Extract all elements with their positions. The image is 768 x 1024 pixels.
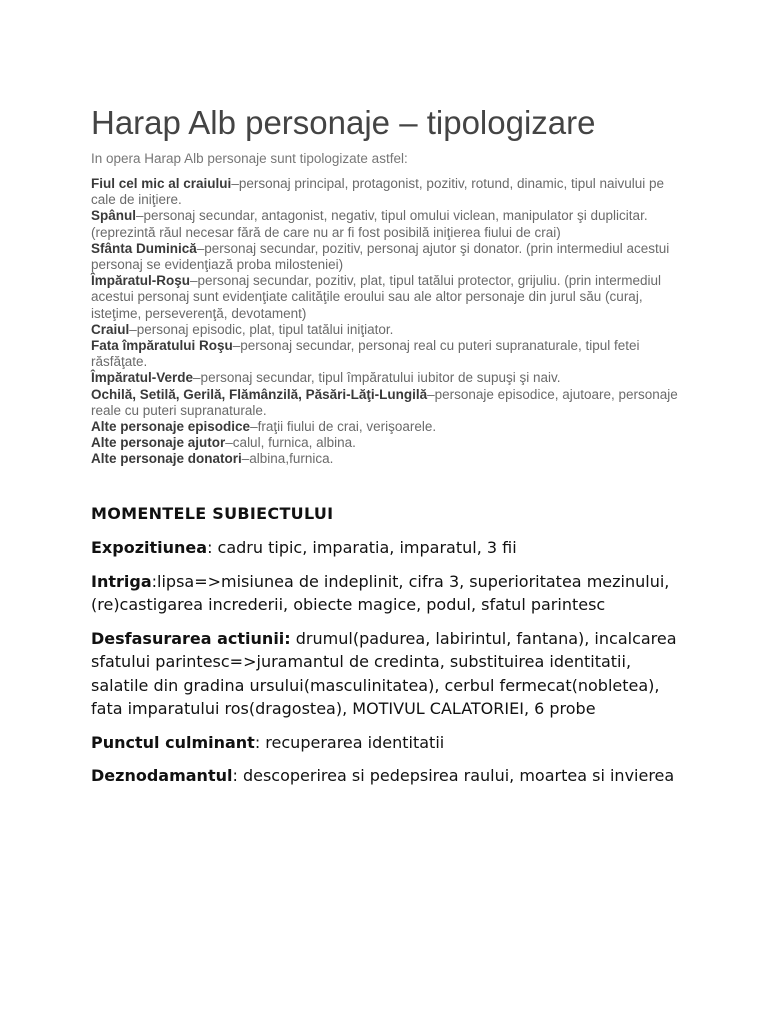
character-name: Alte personaje ajutor xyxy=(91,435,226,451)
intro-text: In opera Harap Alb personaje sunt tipologizate astfel: xyxy=(91,151,408,166)
character-name: Ochilă, Setilă, Gerilă, Flămânzilă, Păsări-Lăţi-Lungilă xyxy=(91,386,428,402)
character-list xyxy=(91,176,683,468)
plot-moment-text: : cadru tipic, imparatia, imparatul, 3 fii xyxy=(207,538,517,557)
character-entry xyxy=(91,451,683,467)
plot-moment-text: : descoperirea si pedepsirea raului, moartea si invierea xyxy=(232,766,675,785)
character-description: –personaj secundar, antagonist, negativ, tipul omului viclean, manipulator şi duplicitar. (reprezintă răul necesar fără de care nu ar fi fost posibilă iniţierea fiului de crai) xyxy=(91,208,648,240)
character-name: Craiul xyxy=(91,321,130,337)
character-entry xyxy=(91,322,683,338)
character-entry xyxy=(91,370,683,386)
plot-moment-label: Deznodamantul xyxy=(91,766,233,785)
plot-moment-text: drumul(padurea, labirintul, fantana), incalcarea sfatului parintesc=>juramantul de credinta, substituirea identitatii, salatile din gradina ursului(masculinitatea), cerbul fermecat(nobletea), fata imparatului ros(dragostea), MOTIVUL CALATORIEI, 6 probe xyxy=(91,628,677,718)
character-description: –calul, furnica, albina. xyxy=(225,435,356,451)
plot-moment xyxy=(91,627,691,721)
character-entry xyxy=(91,338,683,370)
plot-moment-text: : recuperarea identitatii xyxy=(254,732,445,752)
character-entry xyxy=(91,176,683,208)
character-entry xyxy=(91,419,683,435)
plot-moment xyxy=(91,764,691,788)
character-name: Împăratul-Roşu xyxy=(91,273,191,289)
character-description: –albina,furnica. xyxy=(241,451,334,467)
plot-moment-text: :lipsa=>misiunea de indeplinit, cifra 3, superioritatea mezinului, (re)castigarea increderii, obiecte magice, podul, sfatul parintesc xyxy=(91,571,670,614)
character-description: –personaj secundar, personaj real cu puteri supranaturale, tipul fetei răsfăţate. xyxy=(91,338,640,370)
character-entry xyxy=(91,435,683,451)
section-heading: MOMENTELE SUBIECTULUI xyxy=(91,504,334,523)
character-name: Fata împăratului Roşu xyxy=(91,338,233,354)
character-name: Împăratul-Verde xyxy=(91,370,194,386)
plot-moments-section xyxy=(91,502,691,798)
character-name: Spânul xyxy=(91,208,137,224)
character-description: –personaj secundar, pozitiv, personaj ajutor şi donator. (prin intermediul acestui personaj se evidenţiază proba milosteniei) xyxy=(91,240,670,273)
character-description: –personaje episodice, ajutoare, personaje reale cu puteri supranaturale. xyxy=(91,386,678,418)
plot-moment-label: Intriga xyxy=(91,571,152,591)
character-description: –personaj secundar, tipul împăratului iubitor de supuşi şi naiv. xyxy=(193,370,561,386)
character-entry xyxy=(91,387,683,419)
character-name: Sfânta Duminică xyxy=(91,240,197,256)
document-title: Harap Alb personaje – tipologizare xyxy=(91,104,596,141)
plot-moment-label: Desfasurarea actiunii: xyxy=(91,628,291,648)
plot-moment xyxy=(91,731,691,755)
character-description: –personaj secundar, pozitiv, plat, tipul tatălui protector, grijuliu. (prin intermediul acestui personaj sunt evidenţiate calităţile eroului sau ale altor personaje din jurul său (curaj, isteţime, perseverenţă, devotament) xyxy=(91,273,662,321)
plot-moment xyxy=(91,536,691,560)
character-name: Alte personaje donatori xyxy=(91,451,242,467)
plot-moment xyxy=(91,570,691,617)
character-entry xyxy=(91,273,683,322)
character-description: –personaj principal, protagonist, pozitiv, rotund, dinamic, tipul naivului pe cale de iniţiere. xyxy=(91,176,665,208)
character-name: Fiul cel mic al craiului xyxy=(91,176,232,191)
character-description: –personaj episodic, plat, tipul tatălui iniţiator. xyxy=(129,321,394,337)
character-name: Alte personaje episodice xyxy=(91,419,251,435)
character-entry xyxy=(91,241,683,273)
character-description: –fraţii fiului de crai, verişoarele. xyxy=(250,419,437,435)
plot-moment-label: Punctul culminant xyxy=(91,732,255,752)
character-entry xyxy=(91,208,683,240)
plot-moment-label: Expozitiunea xyxy=(91,538,208,557)
